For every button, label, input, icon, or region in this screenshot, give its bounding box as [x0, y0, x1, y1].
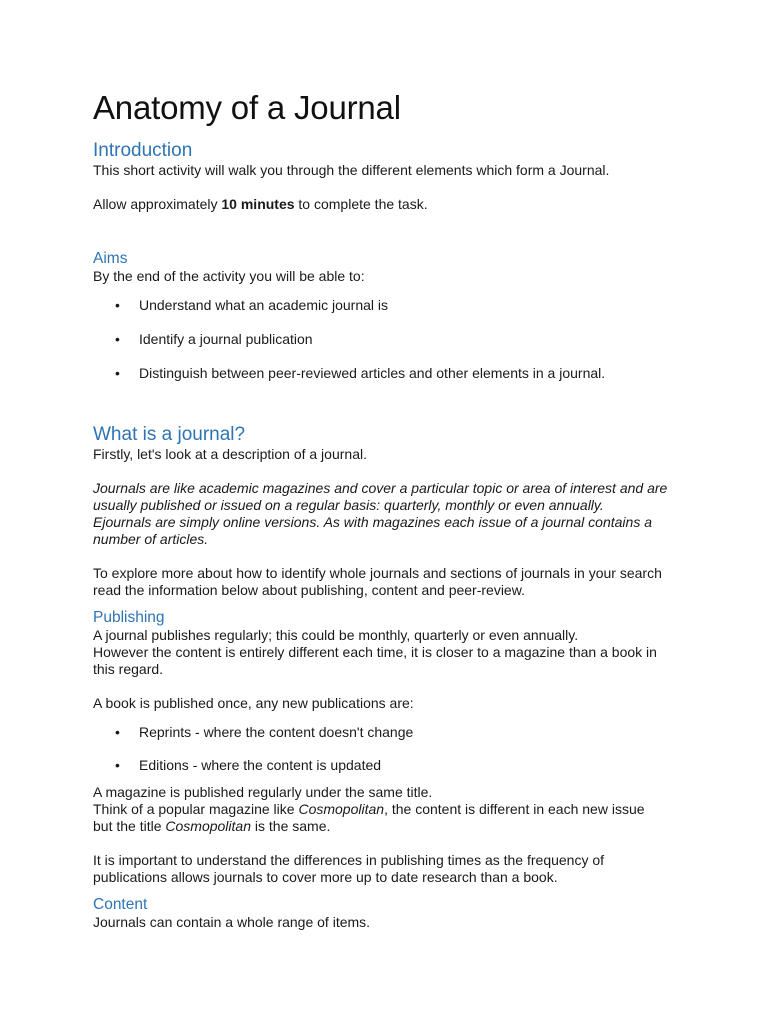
important-text-line: publications allows journals to cover more up to date research than a book. — [93, 869, 558, 885]
explore-text-line: read the information below about publishing, content and peer-review. — [93, 582, 525, 598]
bullet-icon: • — [115, 297, 120, 313]
magazine-text-line — [93, 818, 693, 835]
what-is-intro: Firstly, let's look at a description of a journal. — [93, 446, 367, 462]
description-quote-line: Journals are like academic magazines and cover a particular topic or area of interest and are — [93, 480, 668, 496]
text-span: is the same. — [251, 818, 331, 834]
publishing-text-line: this regard. — [93, 661, 164, 677]
publication-type-item — [93, 757, 693, 774]
time-allowance-text — [93, 196, 693, 213]
description-quote-line: number of articles. — [93, 531, 209, 547]
aims-list-item — [93, 331, 693, 348]
content-text: Journals can contain a whole range of items. — [93, 914, 371, 930]
magazine-title: Cosmopolitan — [165, 818, 251, 834]
aims-intro: By the end of the activity you will be able to: — [93, 268, 365, 284]
bullet-icon: • — [115, 365, 120, 381]
magazine-text-line — [93, 801, 693, 818]
aims-list-item — [93, 365, 693, 382]
spacer — [93, 348, 693, 365]
important-text-line: It is important to understand the differences in publishing times as the frequency of — [93, 852, 605, 868]
page-title: Anatomy of a Journal — [93, 89, 401, 126]
text-span: Think of a popular magazine like — [93, 801, 299, 817]
introduction-text: This short activity will walk you through the different elements which form a Journal. — [93, 162, 610, 178]
bullet-icon: • — [115, 331, 120, 347]
publishing-text-line: However the content is entirely different each time, it is closer to a magazine than a book in — [93, 644, 657, 660]
publication-type-text: Editions - where the content is updated — [139, 757, 382, 773]
description-quote-line: Ejournals are simply online versions. As with magazines each issue of a journal contains a — [93, 514, 652, 530]
magazine-text-line: A magazine is published regularly under the same title. — [93, 784, 433, 800]
bullet-icon: • — [115, 724, 120, 740]
aims-list-item — [93, 297, 693, 314]
allow-prefix: Allow approximately — [93, 196, 222, 212]
book-text: A book is published once, any new publications are: — [93, 695, 414, 711]
aims-item-text: Identify a journal publication — [139, 331, 313, 347]
text-span: , the content is different in each new issue — [384, 801, 645, 817]
text-span: but the title — [93, 818, 166, 834]
spacer — [93, 314, 693, 331]
spacer — [93, 741, 693, 757]
allow-duration: 10 minutes — [221, 196, 295, 212]
what-is-heading: What is a journal? — [93, 424, 246, 445]
allow-suffix: to complete the task. — [294, 196, 428, 212]
publication-types-list — [93, 724, 693, 774]
publishing-text-line: A journal publishes regularly; this could be monthly, quarterly or even annually. — [93, 627, 579, 643]
document-page — [93, 88, 693, 931]
explore-text-line: To explore more about how to identify whole journals and sections of journals in your search — [93, 565, 662, 581]
introduction-heading: Introduction — [93, 140, 193, 161]
magazine-title: Cosmopolitan — [298, 801, 385, 817]
description-quote-line: usually published or issued on a regular basis: quarterly, monthly or even annually. — [93, 497, 604, 513]
bullet-icon: • — [115, 757, 120, 773]
content-heading: Content — [93, 896, 148, 913]
aims-item-text: Distinguish between peer-reviewed articles and other elements in a journal. — [139, 365, 606, 381]
aims-item-text: Understand what an academic journal is — [139, 297, 389, 313]
publication-type-text: Reprints - where the content doesn't change — [139, 724, 414, 740]
publication-type-item — [93, 724, 693, 741]
publishing-heading: Publishing — [93, 609, 165, 626]
aims-list — [93, 297, 693, 382]
aims-heading: Aims — [93, 250, 128, 267]
